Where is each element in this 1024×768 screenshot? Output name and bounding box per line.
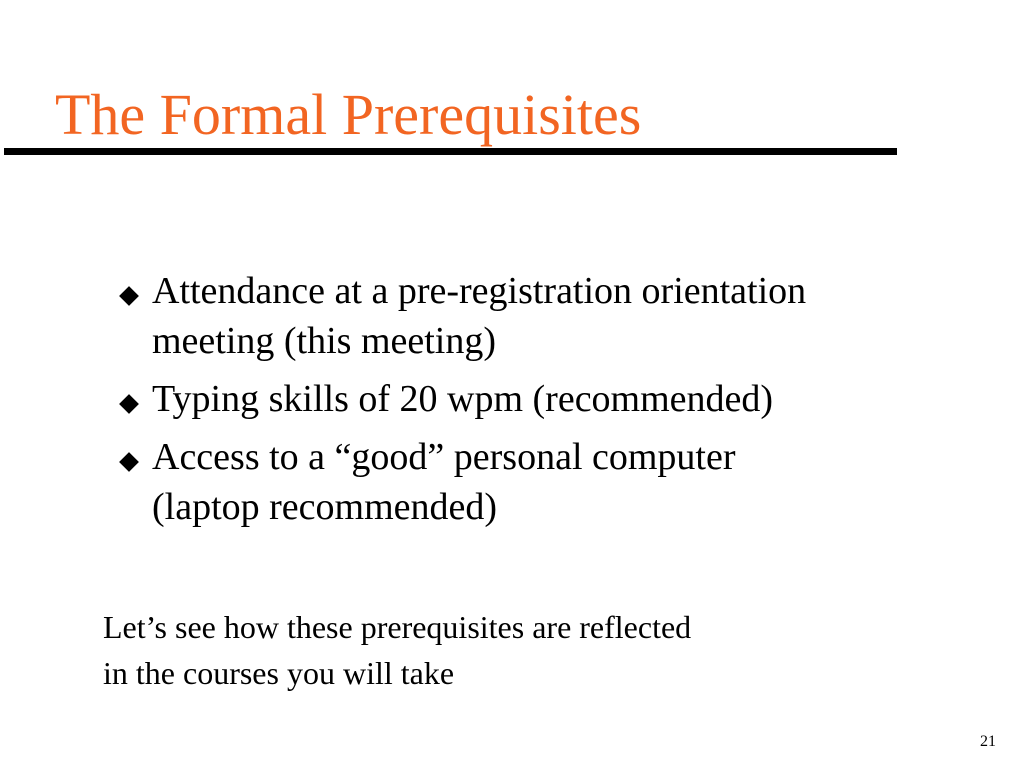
- diamond-bullet-icon: [119, 394, 139, 414]
- bullet-item: [112, 374, 972, 424]
- diamond-bullet-icon: [119, 286, 139, 306]
- bullet-text-line: Attendance at a pre-registration orientation: [152, 270, 807, 312]
- bullet-item: [112, 266, 972, 366]
- bullet-text-line: (laptop recommended): [152, 486, 498, 528]
- title-underline: [4, 148, 897, 155]
- slide-title: The Formal Prerequisites: [55, 82, 642, 147]
- footnote-line: in the courses you will take: [103, 655, 455, 691]
- footnote-line: Let’s see how these prerequisites are reflected: [103, 609, 692, 645]
- bullet-text-line: Typing skills of 20 wpm (recommended): [152, 378, 774, 420]
- bullet-text-line: meeting (this meeting): [152, 320, 497, 362]
- bullet-text-line: Access to a “good” personal computer: [152, 436, 736, 478]
- diamond-bullet-icon: [119, 452, 139, 472]
- page-number: 21: [980, 733, 996, 750]
- slide-footnote: [103, 604, 691, 696]
- bullet-list: [112, 266, 972, 540]
- bullet-item: [112, 432, 972, 532]
